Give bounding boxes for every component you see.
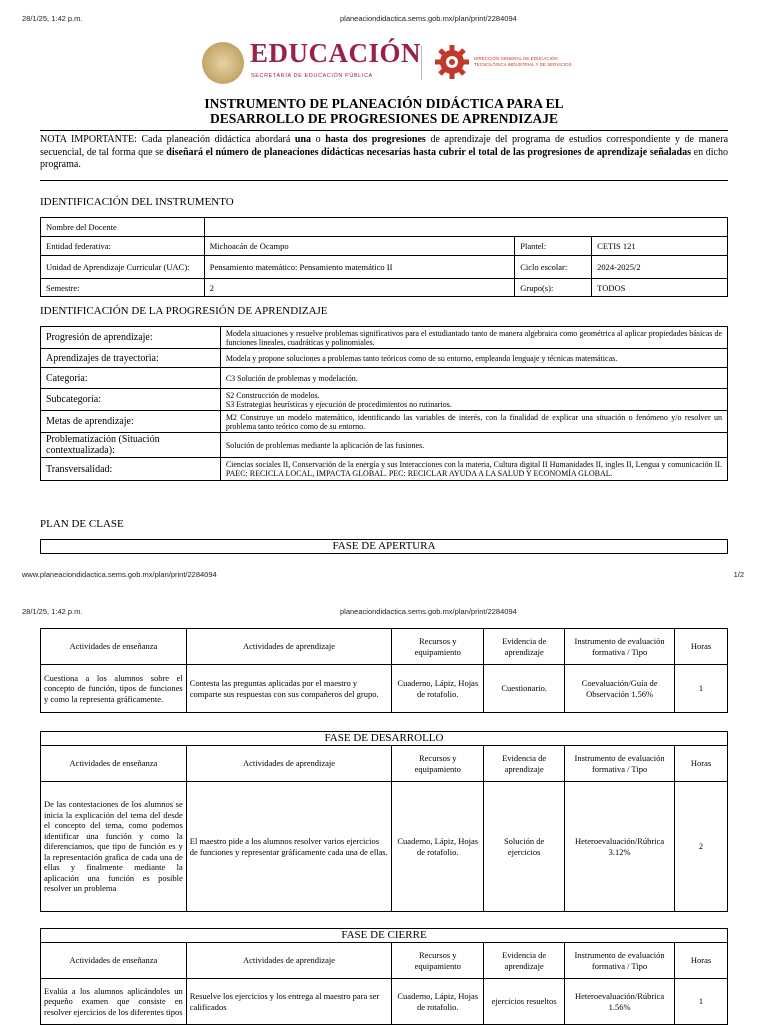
table-row xyxy=(41,411,728,433)
header-recursos: Recursos y equipamiento xyxy=(392,746,484,782)
table-row xyxy=(41,349,728,368)
metas-value: M2 Construye un modelo matemático, identificando las variables de interés, con la finalidad de explicar una situación o fenómeno y/o resolver un problema tanto teórico como de su entorno. xyxy=(220,411,727,433)
identificacion-table xyxy=(40,217,728,297)
header-instrumento: Instrumento de evaluación formativa / Tipo xyxy=(565,746,675,782)
plan-de-clase-title: PLAN DE CLASE xyxy=(40,518,124,530)
title-line-1: INSTRUMENTO DE PLANEACIÓN DIDÁCTICA PARA EL xyxy=(204,96,564,111)
desarrollo-aprendizaje: El maestro pide a los alumnos resolver varios ejercicios de funciones y representar gráficamente cada una de ellas. xyxy=(186,782,392,912)
semestre-label: Semestre: xyxy=(41,279,205,297)
table-row xyxy=(41,237,728,256)
metas-label: Metas de aprendizaje: xyxy=(41,411,221,433)
cierre-aprendizaje: Resuelve los ejercicios y los entrega al maestro para ser calificados xyxy=(186,979,392,1025)
cierre-evidencia: ejercicios resueltos xyxy=(484,979,565,1025)
table-row xyxy=(41,389,728,411)
plantel-value: CETIS 121 xyxy=(592,237,728,256)
progresion-label: Progresión de aprendizaje: xyxy=(41,327,221,349)
header-horas: Horas xyxy=(675,943,728,979)
desarrollo-evidencia: Solución de ejercicios xyxy=(484,782,565,912)
docente-value xyxy=(204,218,727,237)
transversalidad-value: Ciencias sociales II, Conservación de la energía y sus Interacciones con la materia, Cultura digital II Humanidades II, ingles II, Lengua y comunicación II. PAEC: RECICLA LOCAL, IMPACTA GLOBAL. PEC: RECICLAR AYUDA A LA SALUD Y ECONOMÍA GLOBAL. xyxy=(220,458,727,481)
transversalidad-label: Transversalidad: xyxy=(41,458,221,481)
header-evidencia: Evidencia de aprendizaje xyxy=(484,629,565,665)
header-aprendizaje: Actividades de aprendizaje xyxy=(186,943,392,979)
section-progresion-title: IDENTIFICACIÓN DE LA PROGRESIÓN DE APRENDIZAJE xyxy=(40,305,328,317)
apertura-horas: 1 xyxy=(675,665,728,713)
fase-cierre-title: FASE DE CIERRE xyxy=(40,928,728,943)
table-row xyxy=(41,458,728,481)
entidad-label: Entidad federativa: xyxy=(41,237,205,256)
table-row xyxy=(41,279,728,297)
fase-apertura-title: FASE DE APERTURA xyxy=(40,539,728,554)
header-aprendizaje: Actividades de aprendizaje xyxy=(186,629,392,665)
docente-label: Nombre del Docente xyxy=(41,218,205,237)
grupo-label: Grupo(s): xyxy=(515,279,592,297)
uac-label: Unidad de Aprendizaje Curricular (UAC): xyxy=(41,256,205,279)
desarrollo-table xyxy=(40,745,728,912)
header-horas: Horas xyxy=(675,746,728,782)
print-url: planeaciondidactica.sems.gob.mx/plan/print/2284094 xyxy=(340,607,517,616)
document-title xyxy=(0,96,768,126)
header-ensenanza: Actividades de enseñanza xyxy=(41,943,187,979)
apertura-recursos: Cuaderno, Lápiz, Hojas de rotafolio. xyxy=(392,665,484,713)
nota-label: NOTA IMPORTANTE: xyxy=(40,134,137,145)
logo-divider xyxy=(421,46,422,80)
grupo-value: TODOS xyxy=(592,279,728,297)
header-recursos: Recursos y equipamiento xyxy=(392,943,484,979)
subcategoria-label: Subcategoría: xyxy=(41,389,221,411)
categoria-value: C3 Solución de problemas y modelación. xyxy=(220,368,727,389)
header-aprendizaje: Actividades de aprendizaje xyxy=(186,746,392,782)
cierre-instrumento: Heteroevaluación/Rúbrica 1.56% xyxy=(565,979,675,1025)
table-header-row xyxy=(41,746,728,782)
nota-importante: NOTA IMPORTANTE: Cada planeación didáctica abordará una o hasta dos progresiones de aprendizaje del programa de estudios correspondiente y de manera secuencial, de tal forma que se diseñará el número de planeaciones didácticas necesarias hasta cubrir el total de las progresiones de aprendizaje señaladas en dicho programa. xyxy=(40,134,729,170)
trayectoria-label: Aprendizajes de trayectoria: xyxy=(41,349,221,368)
header-ensenanza: Actividades de enseñanza xyxy=(41,746,187,782)
logo-header xyxy=(200,40,570,90)
apertura-ensenanza: Cuestiona a los alumnos sobre el concepto de función, tipos de funciones y como la representa gráficamente. xyxy=(41,665,187,713)
section-identificacion-title: IDENTIFICACIÓN DEL INSTRUMENTO xyxy=(40,196,234,208)
plantel-label: Plantel: xyxy=(515,237,592,256)
apertura-aprendizaje: Contesta las preguntas aplicadas por el maestro y comparte sus respuestas con sus compañeros del grupo. xyxy=(186,665,392,713)
header-recursos: Recursos y equipamiento xyxy=(392,629,484,665)
table-row xyxy=(41,782,728,912)
cierre-table xyxy=(40,942,728,1025)
table-row xyxy=(41,327,728,349)
header-ensenanza: Actividades de enseñanza xyxy=(41,629,187,665)
desarrollo-instrumento: Heteroevaluación/Rúbrica 3.12% xyxy=(565,782,675,912)
uac-value: Pensamiento matemático: Pensamiento matemático II xyxy=(204,256,514,279)
dgeti-label: DIRECCIÓN GENERAL DE EDUCACIÓN TECNOLÓGICA INDUSTRIAL Y DE SERVICIOS xyxy=(474,56,572,67)
educacion-logo: EDUCACIÓN xyxy=(250,38,422,68)
trayectoria-value: Modela y propone soluciones a problemas tanto teóricos como de su entorno, empleando lenguaje y técnicas matemáticas. xyxy=(220,349,727,368)
header-instrumento: Instrumento de evaluación formativa / Tipo xyxy=(565,943,675,979)
problematizacion-value: Solución de problemas mediante la aplicación de las fusiones. xyxy=(220,433,727,458)
table-row xyxy=(41,256,728,279)
desarrollo-horas: 2 xyxy=(675,782,728,912)
table-row xyxy=(41,665,728,713)
table-row xyxy=(41,433,728,458)
page-number: 1/2 xyxy=(733,570,744,579)
desarrollo-recursos: Cuaderno, Lápiz, Hojas de rotafolio. xyxy=(392,782,484,912)
header-evidencia: Evidencia de aprendizaje xyxy=(484,943,565,979)
header-instrumento: Instrumento de evaluación formativa / Tipo xyxy=(565,629,675,665)
desarrollo-ensenanza: De las contestaciones de los alumnos se inicia la explicación del tema del desde el concepto del tema, como podemos identificar una función y como la diferenciamos, que tipo de función es y la representación grafica de cada una de ellas y finalmente mediante la aplicación una función es posible resolver un problema xyxy=(41,782,187,912)
table-header-row xyxy=(41,629,728,665)
apertura-table xyxy=(40,628,728,713)
ciclo-value: 2024-2025/2 xyxy=(592,256,728,279)
cierre-recursos: Cuaderno, Lápiz, Hojas de rotafolio. xyxy=(392,979,484,1025)
table-row xyxy=(41,979,728,1025)
subcategoria-value: S2 Construcción de modelos. S3 Estrategias heurísticas y ejecución de procedimientos no rutinarios. xyxy=(220,389,727,411)
progresion-value: Modela situaciones y resuelve problemas significativos para el estudiantado tanto de manera algebraica como geométrica al aplicar propiedades básicas de funciones lineales, cuadráticas y polinomiales. xyxy=(220,327,727,349)
print-datetime: 28/1/25, 1:42 p.m. xyxy=(22,14,83,23)
cierre-horas: 1 xyxy=(675,979,728,1025)
categoria-label: Categoría: xyxy=(41,368,221,389)
apertura-evidencia: Cuestionario. xyxy=(484,665,565,713)
footer-url: www.planeaciondidactica.sems.gob.mx/plan/print/2284094 xyxy=(22,570,217,579)
table-header-row xyxy=(41,943,728,979)
apertura-instrumento: Coevaluación/Guía de Observación 1.56% xyxy=(565,665,675,713)
dgeti-gear-icon xyxy=(434,44,470,80)
table-row xyxy=(41,218,728,237)
ciclo-label: Ciclo escolar: xyxy=(515,256,592,279)
header-evidencia: Evidencia de aprendizaje xyxy=(484,746,565,782)
table-row xyxy=(41,368,728,389)
print-url: planeaciondidactica.sems.gob.mx/plan/print/2284094 xyxy=(340,14,517,23)
title-divider xyxy=(40,130,728,131)
header-horas: Horas xyxy=(675,629,728,665)
cierre-ensenanza: Evalúa a los alumnos aplicándoles un pequeño examen que consiste en resolver ejercicios de los diferentes tipos xyxy=(41,979,187,1025)
sep-subtitle: SECRETARÍA DE EDUCACIÓN PÚBLICA xyxy=(251,73,373,79)
print-datetime: 28/1/25, 1:42 p.m. xyxy=(22,607,83,616)
national-seal-icon xyxy=(202,42,244,84)
problematizacion-label: Problematización (Situación contextualizada): xyxy=(41,433,221,458)
nota-divider xyxy=(40,180,728,181)
progresion-table xyxy=(40,326,728,481)
entidad-value: Michoacán de Ocampo xyxy=(204,237,514,256)
fase-desarrollo-title: FASE DE DESARROLLO xyxy=(40,731,728,746)
semestre-value: 2 xyxy=(204,279,514,297)
title-line-2: DESARROLLO DE PROGRESIONES DE APRENDIZAJE xyxy=(209,111,559,126)
